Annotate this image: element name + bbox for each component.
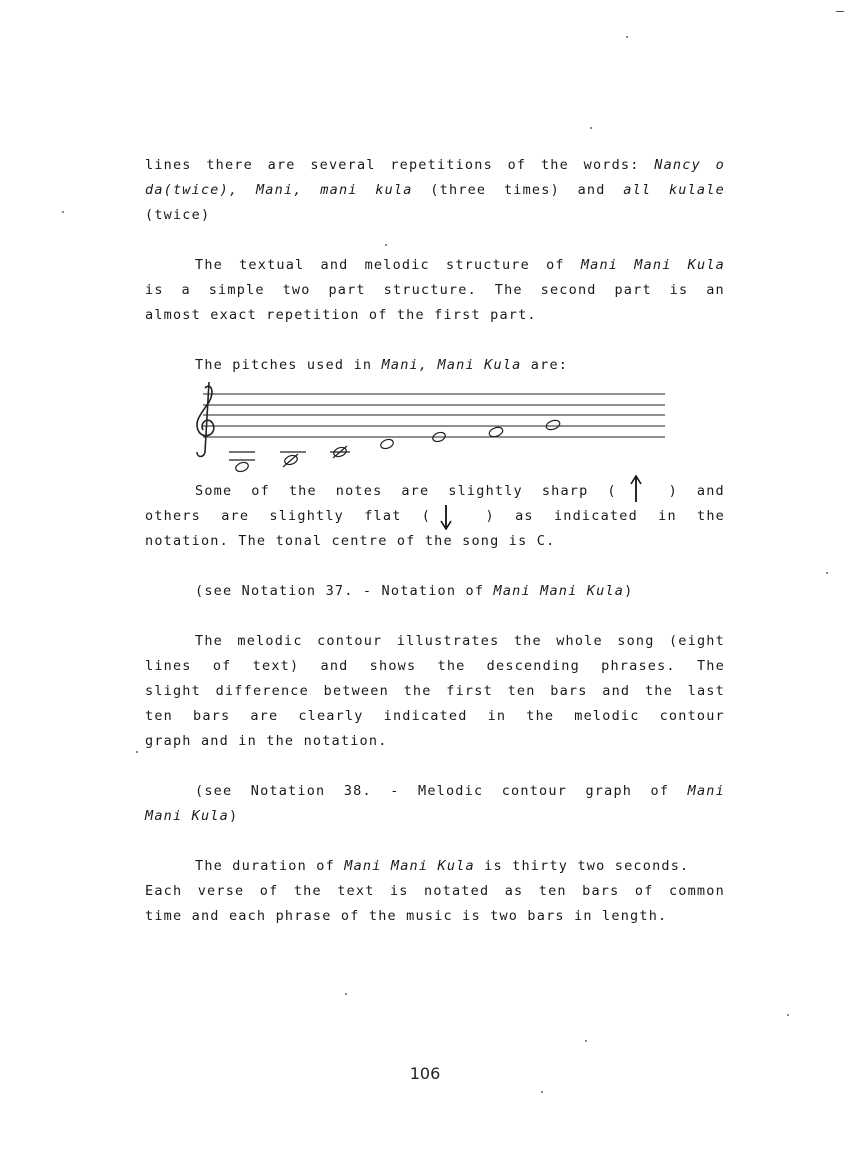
song-title: Mani, Mani Kula [381, 357, 522, 373]
word: of [507, 157, 527, 173]
word: da(twice), [145, 182, 239, 198]
word: indicated [553, 508, 638, 524]
word: the [513, 633, 542, 649]
word: - [390, 783, 400, 799]
word: is [389, 883, 409, 899]
word: is [145, 282, 164, 298]
word: all [623, 182, 652, 198]
p1-line2 [145, 181, 725, 199]
word: slightly [269, 508, 345, 524]
scan-speck [626, 36, 628, 38]
word: the [403, 683, 432, 699]
word: The [195, 257, 223, 273]
word: melodic [364, 257, 430, 273]
word: bars [193, 708, 231, 724]
arrow-up-icon [629, 475, 643, 503]
word: and [320, 257, 349, 273]
staff-lines [203, 394, 665, 437]
word: of [634, 883, 654, 899]
word: The [696, 658, 725, 674]
word: Melodic [418, 783, 484, 799]
word: slight [145, 683, 201, 699]
word: second [540, 282, 597, 298]
word: Some [195, 483, 233, 499]
note-head [488, 426, 504, 439]
word: the [288, 483, 317, 499]
word: Mani [580, 257, 619, 273]
word: part [328, 282, 366, 298]
word: kulale [668, 182, 725, 198]
word: of [259, 883, 279, 899]
p6-line3 [145, 682, 725, 700]
scan-speck [590, 127, 592, 129]
p8-line2 [145, 882, 725, 900]
word: an [706, 282, 725, 298]
scan-speck [136, 751, 138, 753]
word: The [195, 633, 223, 649]
word: notes [335, 483, 383, 499]
p8-line3: time and each phrase of the music is two bars in length. [145, 908, 668, 924]
p8-line1 [195, 857, 725, 875]
word: words: [583, 157, 640, 173]
word: the [644, 683, 673, 699]
pitches-intro [195, 356, 725, 374]
song-title: Mani Mani Kula [344, 858, 475, 874]
p1-line3: (twice) [145, 207, 211, 223]
word: whole [556, 633, 603, 649]
word: ten [538, 883, 567, 899]
word: graph [585, 783, 633, 799]
word: contour [659, 708, 725, 724]
word: bars [550, 683, 588, 699]
word: ten [145, 708, 173, 724]
word: slightly [448, 483, 523, 499]
p7-line2 [145, 807, 725, 825]
p6-line1 [195, 632, 725, 650]
word: the [437, 658, 466, 674]
p6-line5: graph and in the notation. [145, 733, 388, 749]
p1-line1 [145, 156, 725, 174]
scan-speck [385, 244, 387, 246]
scan-speck [345, 993, 347, 995]
page-number: 106 [409, 1064, 441, 1083]
word: flat [364, 508, 402, 524]
text: ) [228, 808, 239, 824]
p4-line3: notation. The tonal centre of the song is C. [145, 533, 556, 549]
word: as [515, 508, 534, 524]
note-head [234, 461, 249, 473]
p2-line2 [145, 281, 725, 299]
text: are: [521, 357, 569, 373]
song-title: Mani Kula [145, 808, 229, 824]
word: and [577, 182, 606, 198]
word: song [617, 633, 655, 649]
word: repetitions [390, 157, 493, 173]
word: first [446, 683, 493, 699]
word: are [221, 508, 250, 524]
word: 38. [343, 783, 372, 799]
word: the [697, 508, 725, 524]
word: Kula [687, 257, 725, 273]
word: Nancy [654, 157, 701, 173]
word: Mani [687, 783, 725, 799]
p4-line1 [195, 482, 725, 500]
scan-speck [62, 211, 64, 213]
word: a [181, 282, 191, 298]
word: of [251, 483, 270, 499]
scan-speck [787, 1014, 789, 1016]
p4-line2 [145, 507, 725, 525]
word: phrases. [601, 658, 676, 674]
word: are [267, 157, 296, 173]
word: several [310, 157, 376, 173]
word [451, 507, 465, 525]
word: lines [145, 157, 192, 173]
word: text) [252, 658, 300, 674]
word: clearly [298, 708, 364, 724]
scan-speck [541, 1091, 543, 1093]
word: o [715, 157, 725, 173]
word: Notation [250, 783, 326, 799]
word: notated [424, 883, 490, 899]
word: in [658, 508, 677, 524]
word: times) [503, 182, 560, 198]
word: (see [195, 783, 233, 799]
scan-speck [585, 1040, 587, 1042]
word: structure [446, 257, 530, 273]
word: of [650, 783, 670, 799]
word: indicated [383, 708, 468, 724]
word: The [494, 282, 523, 298]
text: is thirty two seconds. [474, 858, 690, 874]
text: ) [624, 583, 634, 599]
word: ( [421, 508, 432, 524]
word: the [526, 708, 555, 724]
word: are [401, 483, 430, 499]
word: melodic [574, 708, 640, 724]
arrow-down-icon [439, 504, 453, 530]
word: shows [369, 658, 417, 674]
text: The pitches used in [195, 357, 382, 373]
p6-line4 [145, 707, 725, 725]
word: illustrates [396, 633, 500, 649]
word: sharp [541, 483, 589, 499]
word: textual [239, 257, 305, 273]
word: others [145, 508, 201, 524]
text: (see Notation 37. - Notation of [195, 583, 494, 599]
word: ( [607, 483, 617, 499]
word: ) [485, 508, 495, 524]
p6-line2 [145, 657, 725, 675]
see-notation-37 [195, 582, 725, 600]
p2-line1 [195, 256, 725, 274]
word: contour [501, 783, 568, 799]
treble-clef-icon [197, 382, 214, 457]
word: there [206, 157, 253, 173]
word: the [293, 883, 322, 899]
word: and [602, 683, 631, 699]
word: ten [507, 683, 536, 699]
scan-mark [836, 11, 844, 12]
word: (eight [668, 633, 725, 649]
word: and [320, 658, 349, 674]
word: difference [215, 683, 309, 699]
notes [229, 419, 561, 474]
word: (three [430, 182, 487, 198]
word: in [487, 708, 507, 724]
word: is [669, 282, 689, 298]
word: verse [197, 883, 245, 899]
word: and [696, 483, 725, 499]
word: of [212, 658, 232, 674]
word: descending [486, 658, 580, 674]
p7-line1 [195, 782, 725, 800]
word: Each [145, 883, 183, 899]
word: Mani [634, 257, 672, 273]
word: are [250, 708, 279, 724]
word: contour [317, 633, 383, 649]
song-title: Mani Mani Kula [493, 583, 625, 599]
p2-line3: almost exact repetition of the first part. [145, 307, 537, 323]
word: melodic [237, 633, 303, 649]
word: part [614, 282, 652, 298]
word: simple [208, 282, 265, 298]
word: the [540, 157, 569, 173]
word: kula [375, 182, 413, 198]
note-head [379, 438, 394, 450]
note-head [545, 419, 561, 432]
word: as [504, 883, 524, 899]
word: bars [582, 883, 620, 899]
word: last [687, 683, 725, 699]
pitch-staff [185, 380, 670, 480]
word: lines [145, 658, 192, 674]
word: two [282, 282, 311, 298]
word: between [323, 683, 389, 699]
scan-speck [826, 572, 828, 574]
word: mani [320, 182, 358, 198]
word: Mani, [255, 182, 303, 198]
word: ) [668, 483, 678, 499]
text: The duration of [195, 858, 345, 874]
word: text [337, 883, 375, 899]
word: structure. [383, 282, 477, 298]
word: common [668, 883, 725, 899]
word: of [546, 257, 565, 273]
